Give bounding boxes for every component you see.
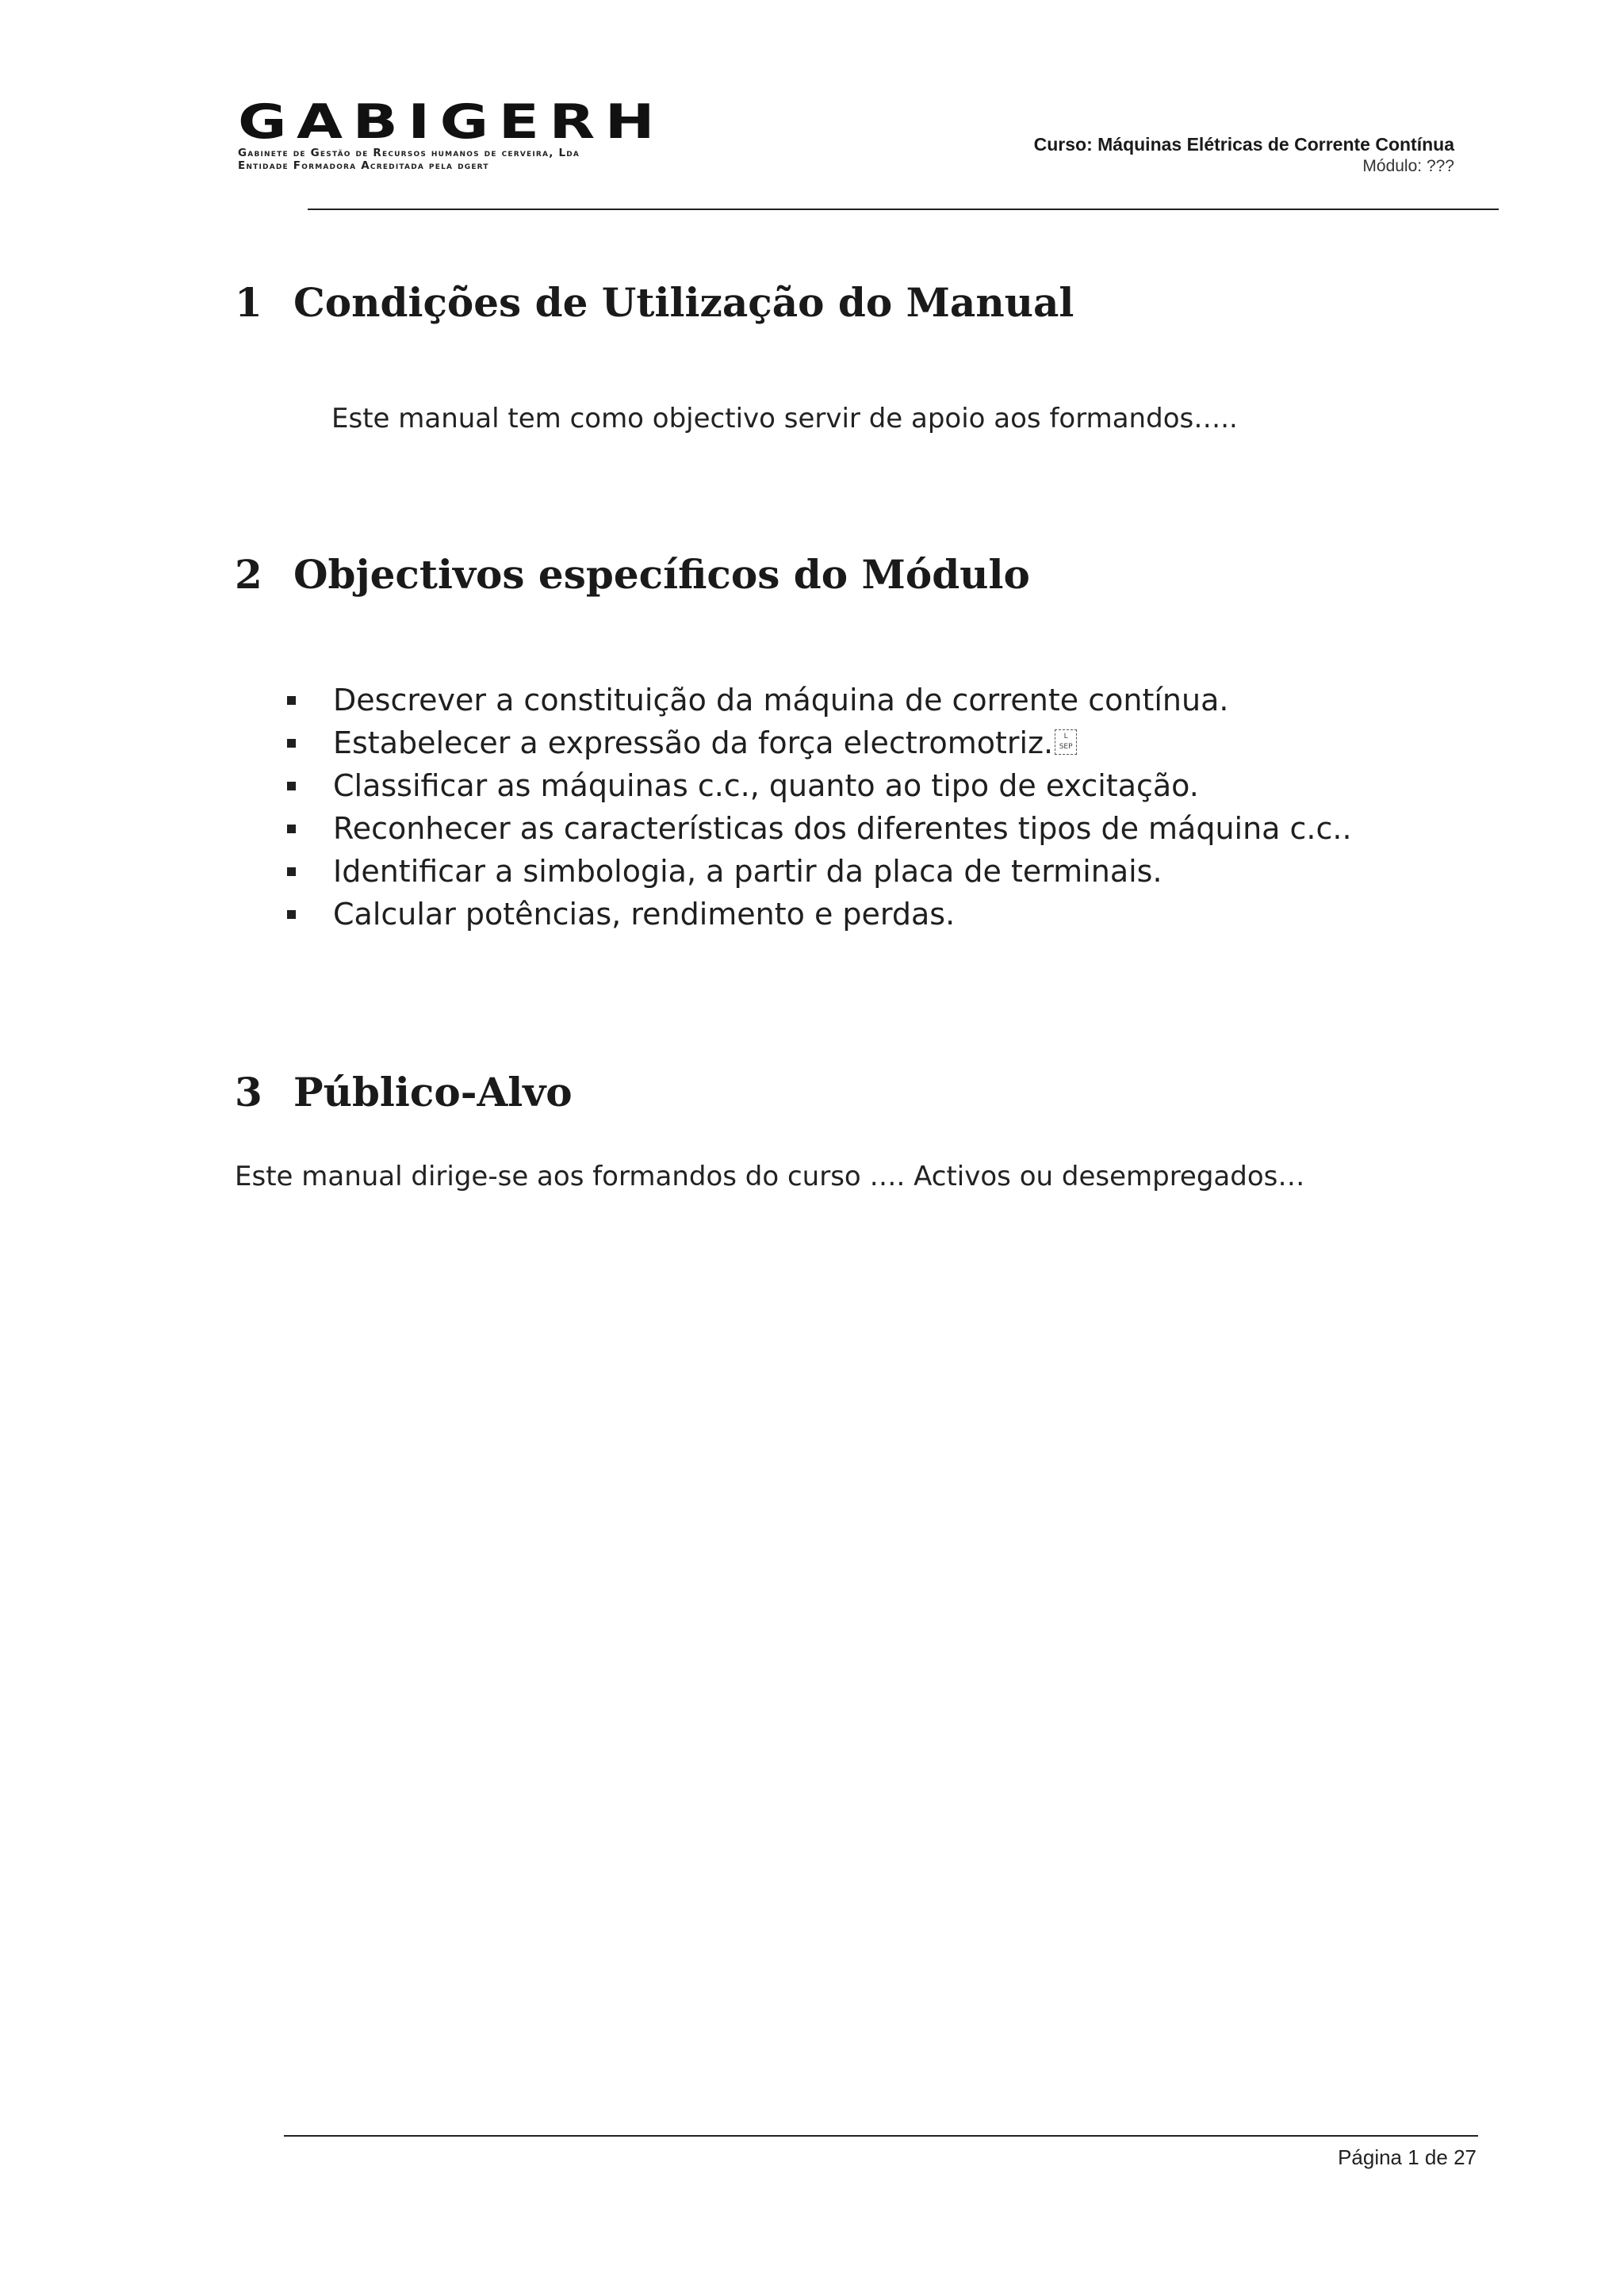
section-title: Condições de Utilização do Manual [293, 279, 1074, 326]
document-header-info [1034, 133, 1454, 178]
logo-subtitle-line-1: Gabinete de Gestão de Recursos humanos de cerveira, Lda [238, 147, 580, 159]
list-item [284, 764, 1352, 807]
list-item [284, 721, 1352, 764]
section-heading-1 [235, 279, 1074, 327]
square-bullet-icon [287, 739, 296, 748]
section-heading-2 [235, 551, 1030, 599]
list-item [284, 679, 1352, 721]
section-number: 3 [235, 1069, 262, 1115]
square-bullet-icon [287, 782, 296, 790]
section-heading-3 [235, 1069, 573, 1116]
square-bullet-icon [287, 910, 296, 919]
list-item [284, 850, 1352, 893]
list-item-text: Identificar a simbologia, a partir da placa de terminais. [333, 854, 1162, 889]
square-bullet-icon [287, 696, 296, 705]
list-item-text: Descrever a constituição da máquina de corrente contínua. [333, 683, 1229, 718]
section-number: 1 [235, 279, 262, 326]
list-item [284, 807, 1352, 850]
list-item-text: Reconhecer as características dos diferentes tipos de máquina c.c.. [333, 811, 1352, 846]
objectives-list [284, 679, 1352, 936]
list-item-text: Estabelecer a expressão da força electromotriz. [333, 725, 1054, 760]
section-title: Público-Alvo [293, 1069, 573, 1115]
line-separator-glyph-icon [1055, 729, 1077, 755]
section-number: 2 [235, 551, 262, 598]
section-title: Objectivos específicos do Módulo [293, 551, 1030, 598]
section-3-paragraph: Este manual dirige-se aos formandos do curso …. Activos ou desempregados… [235, 1161, 1305, 1192]
list-item [284, 893, 1352, 936]
section-1-paragraph: Este manual tem como objectivo servir de apoio aos formandos….. [331, 403, 1238, 434]
square-bullet-icon [287, 825, 296, 833]
list-item-text: Classificar as máquinas c.c., quanto ao tipo de excitação. [333, 768, 1199, 803]
footer-divider [284, 2135, 1478, 2137]
header-divider [308, 209, 1499, 210]
logo-wordmark: GABIGERH [238, 94, 665, 150]
course-title: Curso: Máquinas Elétricas de Corrente Contínua [1033, 134, 1454, 155]
page-number: Página 1 de 27 [1338, 2145, 1477, 2169]
square-bullet-icon [287, 867, 296, 876]
list-item-text: Calcular potências, rendimento e perdas. [333, 897, 956, 932]
company-logo [238, 94, 730, 172]
logo-subtitle-line-2: Entidade Formadora Acreditada pela dgert [238, 159, 489, 172]
module-label: Módulo: ??? [1362, 157, 1454, 175]
